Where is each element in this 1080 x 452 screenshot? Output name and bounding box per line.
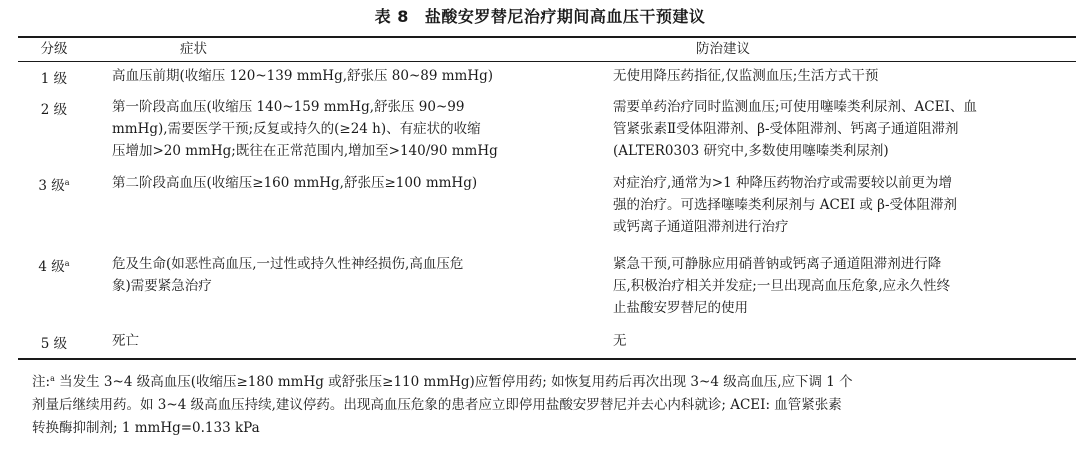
footnote-prefix: 注: (32, 374, 51, 390)
header-rule (18, 61, 1076, 62)
row-1-grade (18, 65, 90, 90)
footnote-text: 当发生 3~4 级高血压(收缩压≥180 mmHg 或舒张压≥110 mmHg)应暂停用药; 如恢复用药后再次出现 3~4 级高血压,应下调 1 个 (54, 374, 853, 390)
table-footnote (32, 367, 1076, 440)
symptom-line: 危及生命(如恶性高血压,一过性或持久性神经损伤,高血压危 (112, 256, 464, 272)
advice-line: 强的治疗。可选择噻嗪类利尿剂与 ACEI 或 β-受体阻滞剂 (613, 197, 958, 213)
table-title: 盐酸安罗替尼治疗期间高血压干预建议 (424, 7, 706, 26)
row-4-symptom (112, 253, 463, 297)
advice-line: (ALTER0303 研究中,多数使用噻嗪类利尿剂) (613, 143, 889, 159)
grade-label: 1 级 (40, 71, 68, 87)
symptom-line: mmHg),需要医学干预;反复或持久的(≥24 h)、有症状的收缩 (112, 121, 481, 137)
row-5-symptom (112, 330, 139, 352)
advice-line: 无使用降压药指征,仅监测血压;生活方式干预 (613, 68, 879, 84)
row-2-symptom (112, 96, 498, 162)
advice-line: 无 (613, 333, 627, 349)
table-number: 表 8 (374, 7, 409, 26)
row-5-grade (18, 330, 90, 355)
advice-line: 止盐酸安罗替尼的使用 (613, 300, 748, 316)
advice-line: 压,积极治疗相关并发症;一旦出现高血压危象,应永久性终 (613, 278, 951, 294)
symptom-line: 第二阶段高血压(收缩压≥160 mmHg,舒张压≥100 mmHg) (112, 175, 478, 191)
grade-footnote-mark: a (64, 259, 70, 268)
header-symptom: 症状 (180, 41, 207, 57)
row-4-advice (613, 253, 950, 319)
symptom-line: 高血压前期(收缩压 120~139 mmHg,舒张压 80~89 mmHg) (112, 68, 494, 84)
header-advice: 防治建议 (696, 41, 750, 57)
row-2-advice (613, 96, 977, 162)
grade-label: 2 级 (40, 102, 68, 118)
footnote-mark: a (50, 374, 55, 383)
row-3-advice (613, 172, 957, 238)
symptom-line: 压增加>20 mmHg;既往在正常范围内,增加至>140/90 mmHg (112, 143, 498, 159)
row-5-advice (613, 330, 627, 352)
grade-footnote-mark: a (64, 178, 70, 187)
symptom-line: 象)需要紧急治疗 (112, 278, 212, 294)
advice-line: 需要单药治疗同时监测血压;可使用噻嗪类利尿剂、ACEI、血 (613, 99, 977, 115)
row-2-grade (18, 96, 90, 121)
symptom-line: 死亡 (112, 333, 139, 349)
top-rule (18, 36, 1076, 38)
advice-line: 管紧张素Ⅱ受体阻滞剂、β-受体阻滞剂、钙离子通道阻滞剂 (613, 121, 959, 137)
footnote-line: 剂量后继续用药。如 3~4 级高血压持续,建议停药。出现高血压危象的患者应立即停用盐酸安罗替尼并去心内科就诊; ACEI: 血管紧张素 (32, 397, 842, 413)
row-1-advice (613, 65, 878, 87)
grade-label: 5 级 (40, 336, 68, 352)
advice-line: 或钙离子通道阻滞剂进行治疗 (613, 219, 789, 235)
table-caption (0, 4, 1080, 27)
bottom-rule (18, 358, 1076, 360)
advice-line: 对症治疗,通常为>1 种降压药物治疗或需要较以前更为增 (613, 175, 952, 191)
footnote-line (32, 367, 1076, 394)
row-3-symptom (112, 172, 477, 194)
grade-label: 4 级 (38, 259, 65, 275)
footnote-line: 转换酶抑制剂; 1 mmHg=0.133 kPa (32, 420, 260, 436)
header-grade: 分级 (40, 41, 68, 57)
row-4-grade (18, 253, 90, 278)
row-1-symptom (112, 65, 493, 87)
grade-label: 3 级 (38, 178, 65, 194)
symptom-line: 第一阶段高血压(收缩压 140~159 mmHg,舒张压 90~99 (112, 99, 465, 115)
advice-line: 紧急干预,可静脉应用硝普钠或钙离子通道阻滞剂进行降 (613, 256, 942, 272)
row-3-grade (18, 172, 90, 197)
